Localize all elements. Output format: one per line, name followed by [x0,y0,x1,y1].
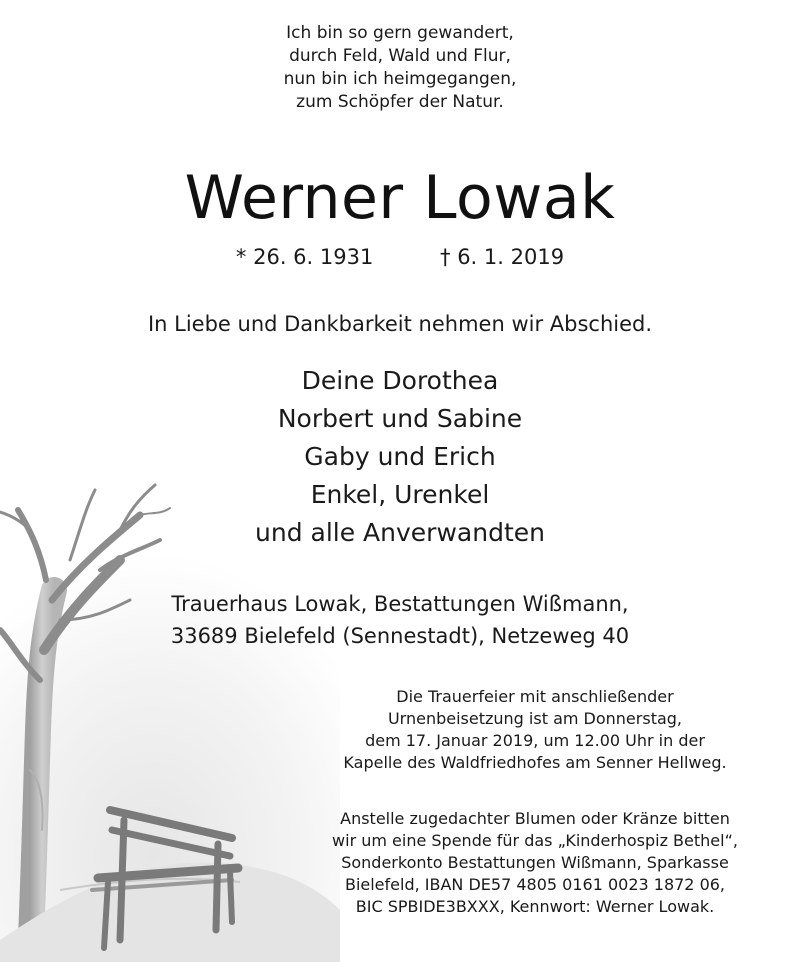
donation-line: Bielefeld, IBAN DE57 4805 0161 0023 1872 06, [344,875,726,894]
farewell-line: In Liebe und Dankbarkeit nehmen wir Abschied. [147,312,653,336]
donation-line: Sonderkonto Bestattungen Wißmann, Sparkasse [341,853,729,872]
address-line: 33689 Bielefeld (Sennestadt), Netzeweg 40 [170,624,630,648]
donation-line: wir um eine Spende für das „Kinderhospiz Bethel“, [332,831,738,850]
deceased-name: Werner Lowak [184,163,616,233]
funeral-home-address [0,588,800,652]
mourner: Deine Dorothea [301,366,499,395]
donation-line: BIC SPBIDE3BXXX, Kennwort: Werner Lowak. [355,897,715,916]
mourner: Norbert und Sabine [277,404,523,433]
poem-line: zum Schöpfer der Natur. [296,92,504,112]
donation-line: Anstelle zugedachter Blumen oder Kränze bitten [340,809,730,828]
mourner: Gaby und Erich [304,442,496,471]
ceremony-line: Kapelle des Waldfriedhofes am Senner Hellweg. [343,753,727,772]
birth-date: * 26. 6. 1931 [235,245,374,269]
donation-info [300,808,770,918]
mourner: und alle Anverwandten [255,518,545,547]
ceremony-line: Urnenbeisetzung ist am Donnerstag, [387,709,683,728]
mourners-list [0,362,800,552]
life-dates [0,244,800,270]
mourner: Enkel, Urenkel [310,480,490,509]
ceremony-line: dem 17. Januar 2019, um 12.00 Uhr in der [365,731,705,750]
poem-line: durch Feld, Wald und Flur, [289,46,511,66]
ceremony-line: Die Trauerfeier mit anschließender [396,687,674,706]
death-date: † 6. 1. 2019 [440,245,565,269]
address-line: Trauerhaus Lowak, Bestattungen Wißmann, [171,592,629,616]
poem [0,22,800,114]
ceremony-info [300,686,770,774]
poem-line: nun bin ich heimgegangen, [283,69,517,89]
poem-line: Ich bin so gern gewandert, [286,23,514,43]
